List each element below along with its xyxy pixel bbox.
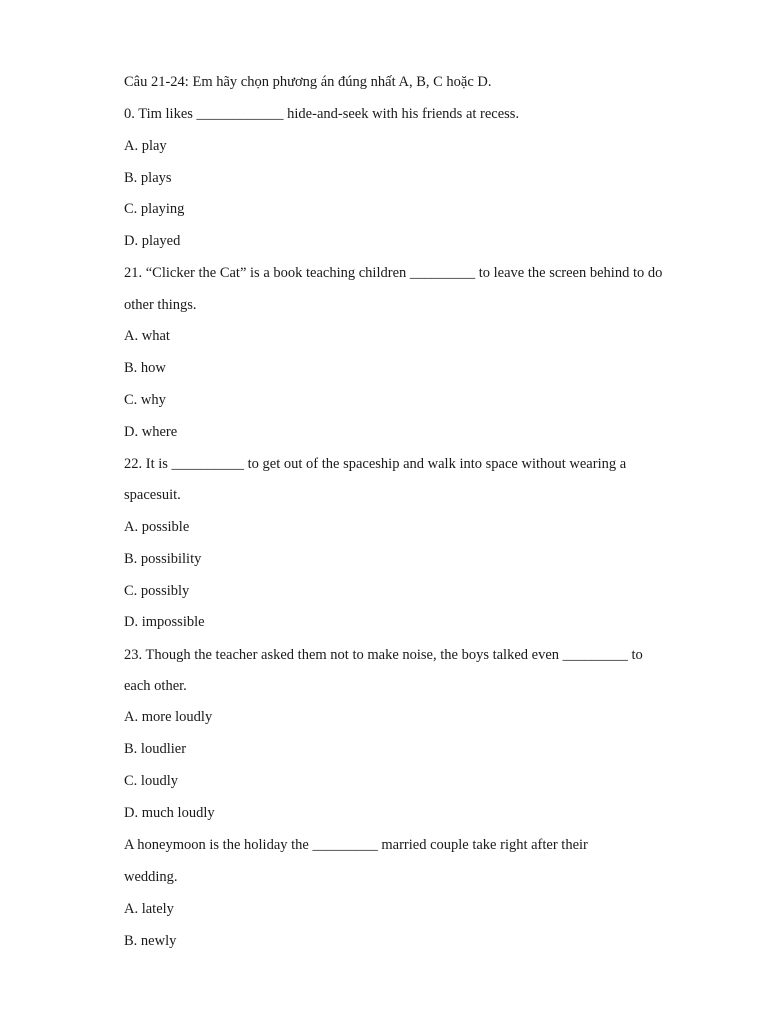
question-22-option-d: D. impossible xyxy=(124,614,205,630)
question-21-option-c: C. why xyxy=(124,392,166,408)
question-23-option-b: B. loudlier xyxy=(124,741,187,757)
question-24-option-b: B. newly xyxy=(124,933,177,949)
question-22-option-c: C. possibly xyxy=(124,583,190,599)
question-0-option-b: B. plays xyxy=(124,170,172,186)
instruction-heading: Câu 21-24: Em hãy chọn phương án đúng nhất A, B, C hoặc D. xyxy=(124,74,492,90)
question-23-stem-line1: 23. Though the teacher asked them not to make noise, the boys talked even _________ to xyxy=(124,647,643,663)
question-23-option-a: A. more loudly xyxy=(124,709,213,725)
question-24-stem-line1: A honeymoon is the holiday the _________ married couple take right after their xyxy=(124,837,588,853)
question-22-option-a: A. possible xyxy=(124,519,190,535)
question-22-option-b: B. possibility xyxy=(124,551,202,567)
question-24-stem-line2: wedding. xyxy=(124,869,178,885)
question-23-option-d: D. much loudly xyxy=(124,805,215,821)
question-21-option-b: B. how xyxy=(124,360,166,376)
question-22-stem-line1: 22. It is __________ to get out of the spaceship and walk into space without wearing a xyxy=(124,456,627,472)
question-24-option-a: A. lately xyxy=(124,901,174,917)
question-21-stem-line1: 21. “Clicker the Cat” is a book teaching children _________ to leave the screen behind to do xyxy=(124,265,663,281)
question-0-option-a: A. play xyxy=(124,138,167,154)
question-21-option-a: A. what xyxy=(124,328,170,344)
question-23-stem-line2: each other. xyxy=(124,678,187,694)
question-23-option-c: C. loudly xyxy=(124,773,178,789)
question-0-option-d: D. played xyxy=(124,233,181,249)
question-21-stem-line2: other things. xyxy=(124,297,197,313)
question-22-stem-line2: spacesuit. xyxy=(124,487,181,503)
question-0-stem: 0. Tim likes ____________ hide-and-seek with his friends at recess. xyxy=(124,106,520,122)
question-21-option-d: D. where xyxy=(124,424,178,440)
question-0-option-c: C. playing xyxy=(124,201,185,217)
